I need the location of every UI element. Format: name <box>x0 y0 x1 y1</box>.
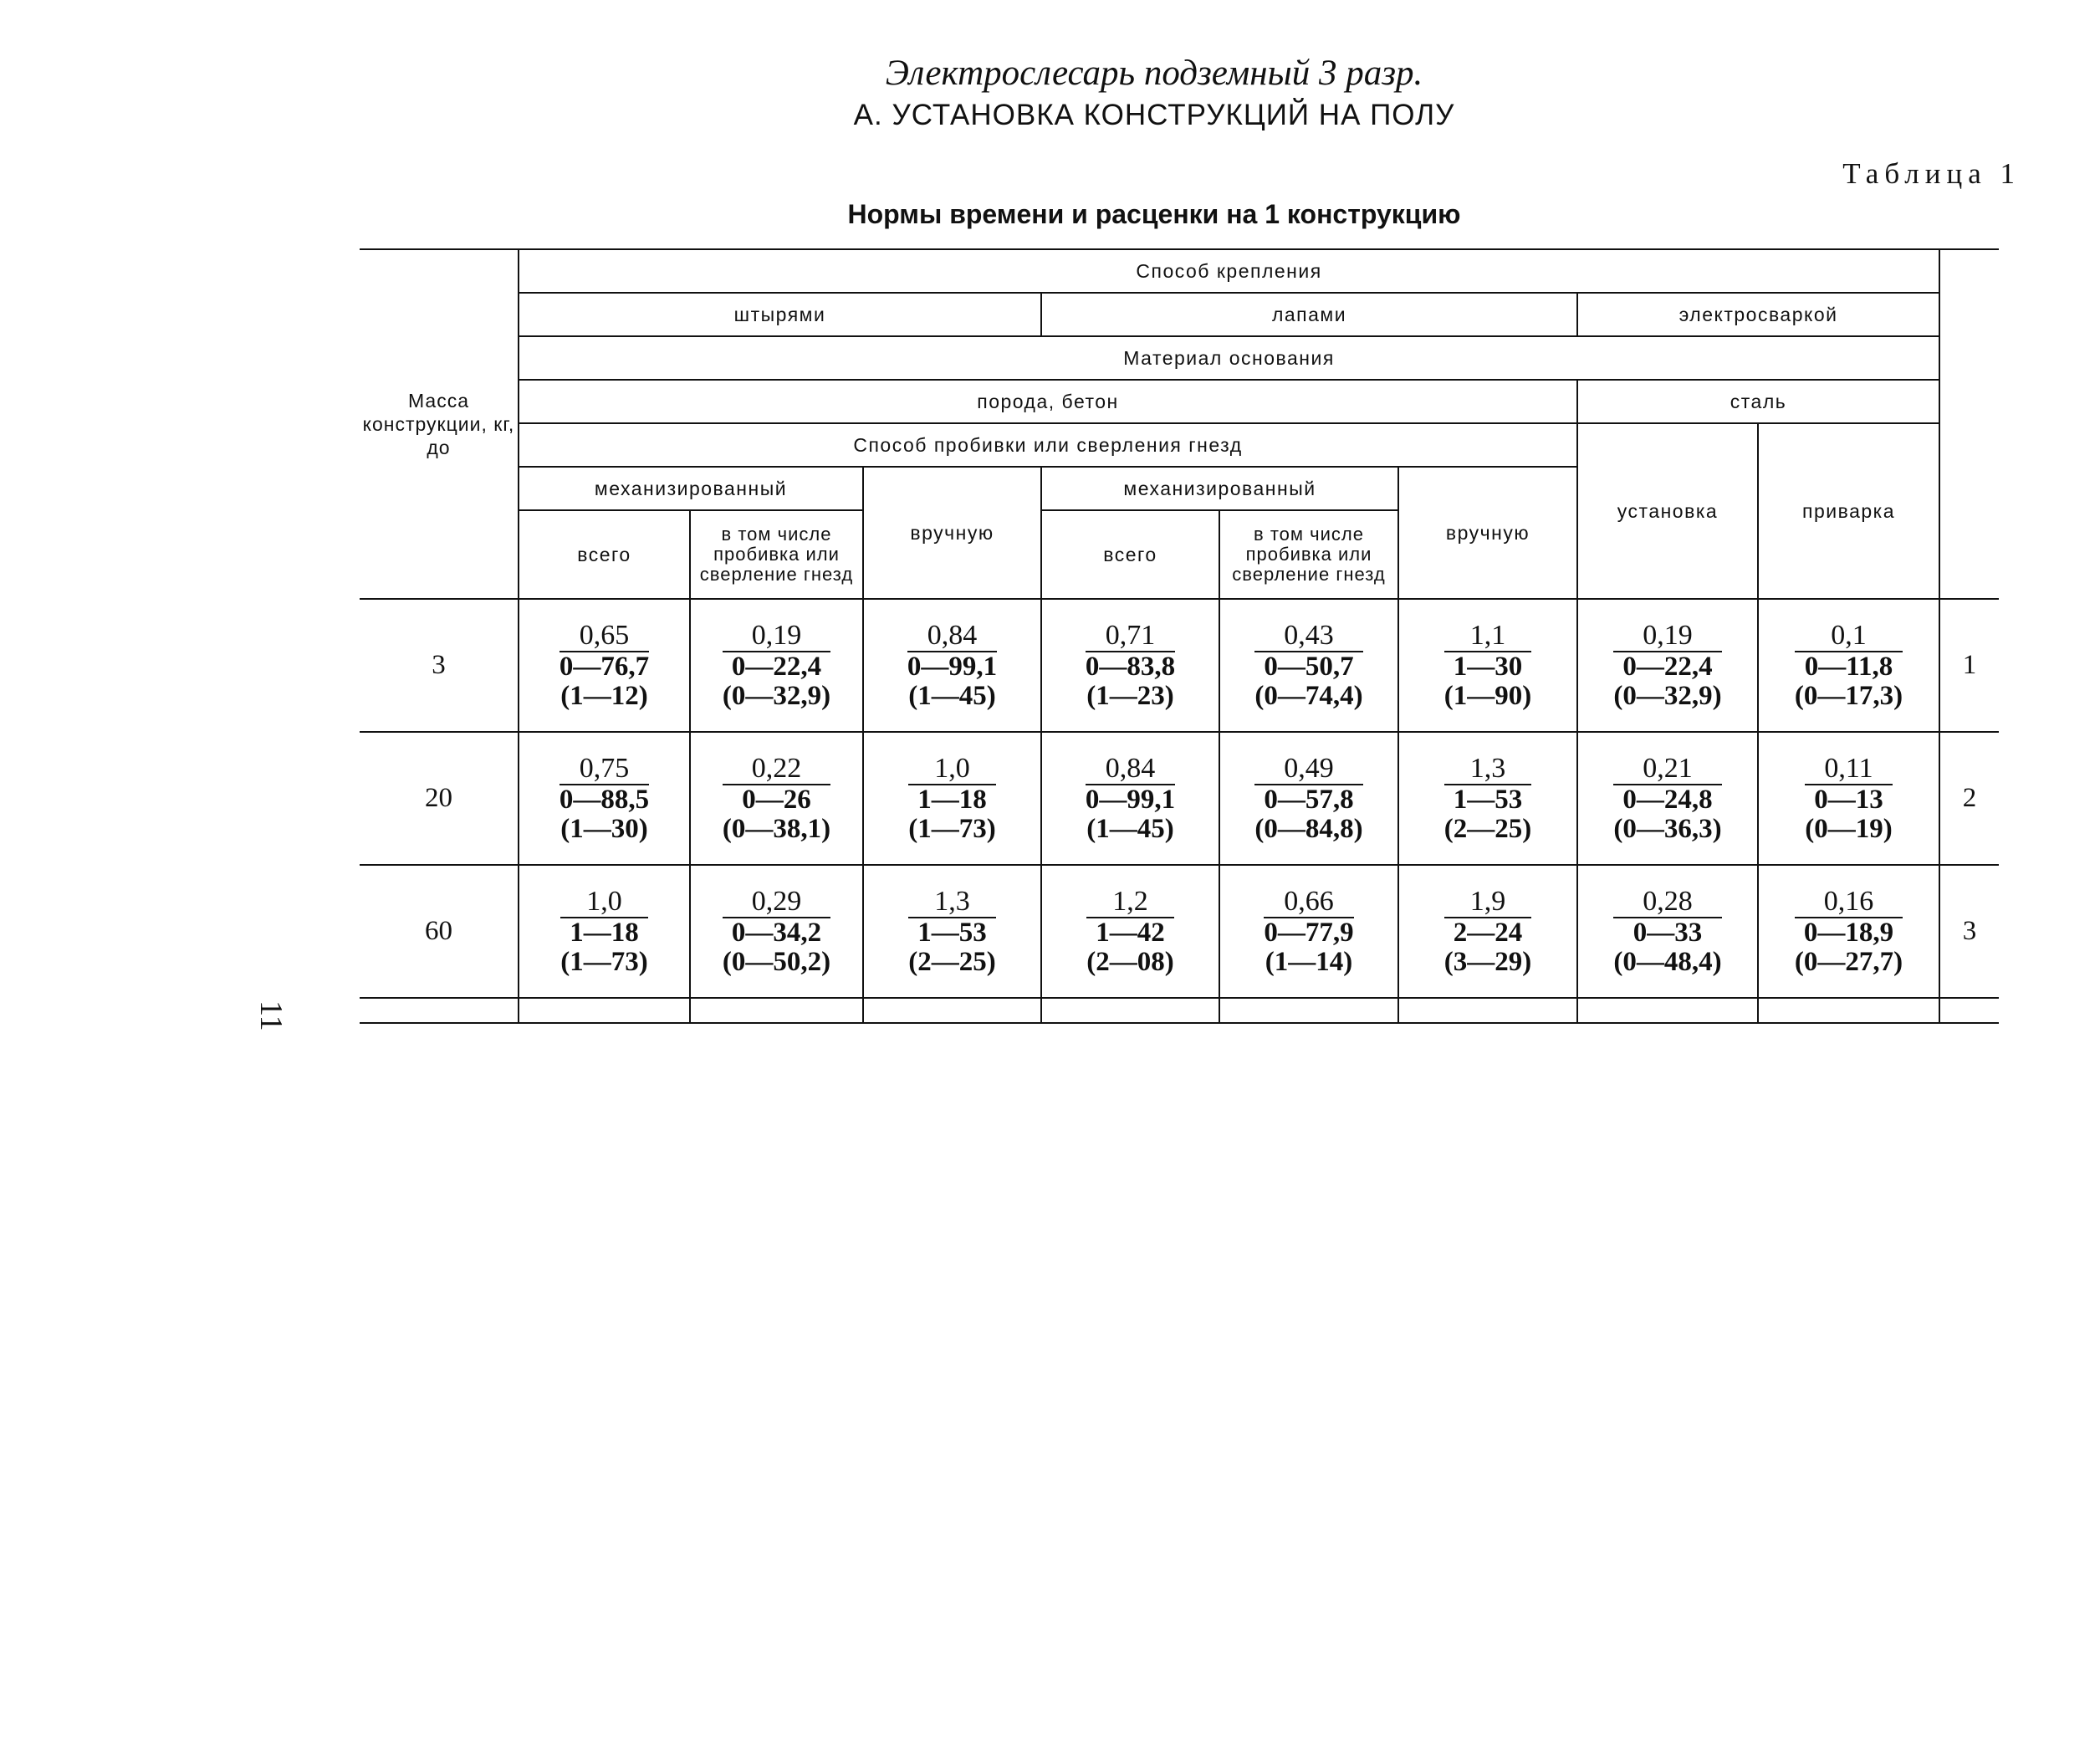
norm-fraction <box>559 754 649 844</box>
norm-fraction <box>1444 887 1531 977</box>
norm-cell <box>1577 865 1758 998</box>
paws-header: лапами <box>1041 293 1577 336</box>
rate-value-alt: (0—32,9) <box>1613 680 1722 711</box>
norm-cell <box>1041 865 1219 998</box>
section-title: А. УСТАНОВКА КОНСТРУКЦИЙ НА ПОЛУ <box>853 99 1455 131</box>
norm-fraction <box>1254 621 1362 711</box>
time-norm: 0,22 <box>751 752 802 784</box>
installation-header: установка <box>1577 423 1758 599</box>
rate-value-alt: (1—73) <box>908 813 996 844</box>
continuation-cell <box>690 998 863 1023</box>
rate-value-alt: (0—19) <box>1805 813 1893 844</box>
table-row <box>360 732 1999 865</box>
norm-fraction <box>560 887 647 977</box>
norm-cell <box>1219 865 1398 998</box>
rate-value: 0—22,4 <box>1622 651 1713 682</box>
rate-value-alt: (0—74,4) <box>1254 680 1363 711</box>
norm-fraction <box>908 754 995 844</box>
norm-cell <box>519 865 690 998</box>
time-norm: 1,3 <box>1469 752 1506 784</box>
row-number-header <box>1939 249 1999 599</box>
norm-cell <box>1577 732 1758 865</box>
table-row <box>360 865 1999 998</box>
time-norm: 1,2 <box>1112 885 1148 917</box>
rate-value: 0—88,5 <box>559 784 650 815</box>
rate-value: 0—11,8 <box>1804 651 1893 682</box>
norm-fraction <box>1444 754 1531 844</box>
time-norm: 0,19 <box>751 619 802 651</box>
rate-value: 1—42 <box>1096 917 1165 948</box>
norm-cell <box>1577 599 1758 732</box>
norm-fraction <box>723 887 830 977</box>
continuation-cell <box>1758 998 1939 1023</box>
table-body <box>360 599 1999 1023</box>
time-norm: 0,71 <box>1105 619 1156 651</box>
continuation-cell <box>1577 998 1758 1023</box>
rate-value: 0—77,9 <box>1264 917 1354 948</box>
rate-value-alt: (3—29) <box>1443 946 1532 977</box>
rate-value: 0—22,4 <box>731 651 822 682</box>
rate-value: 0—33 <box>1632 917 1703 948</box>
incl-drilling-header-paws: в том числе пробивка или сверление гнезд <box>1219 510 1398 599</box>
time-norm: 0,21 <box>1643 752 1693 784</box>
rate-value-alt: (1—14) <box>1265 946 1353 977</box>
pins-header: штырями <box>519 293 1041 336</box>
rate-value-alt: (0—38,1) <box>722 813 831 844</box>
total-header-pins: всего <box>519 510 690 599</box>
rate-value-alt: (1—90) <box>1443 680 1532 711</box>
norm-fraction <box>723 754 830 844</box>
norm-cell <box>690 865 863 998</box>
rate-value: 1—18 <box>570 917 639 948</box>
time-norm: 0,43 <box>1284 619 1334 651</box>
time-norm: 1,3 <box>934 885 970 917</box>
time-norm: 0,65 <box>579 619 630 651</box>
time-norm: 0,66 <box>1284 885 1334 917</box>
time-norm: 0,1 <box>1831 619 1867 651</box>
rate-value-alt: (2—08) <box>1086 946 1174 977</box>
mechanized-header-pins: механизированный <box>519 467 863 510</box>
norm-cell <box>863 599 1041 732</box>
row-number: 2 <box>1939 732 1999 865</box>
time-norm: 0,19 <box>1643 619 1693 651</box>
welding-header: электросваркой <box>1577 293 1939 336</box>
base-material-header: Материал основания <box>519 336 1939 380</box>
rate-value: 0—83,8 <box>1085 651 1176 682</box>
rate-value: 0—13 <box>1814 784 1883 815</box>
norm-cell <box>690 599 863 732</box>
norm-fraction <box>1795 887 1903 977</box>
norm-fraction <box>1613 621 1721 711</box>
rate-value-alt: (0—36,3) <box>1613 813 1722 844</box>
welding-on-header: приварка <box>1758 423 1939 599</box>
norm-cell <box>1041 732 1219 865</box>
norm-fraction <box>1264 887 1353 977</box>
continuation-cell <box>863 998 1041 1023</box>
rate-value-alt: (1—45) <box>908 680 996 711</box>
time-norm: 0,84 <box>927 619 978 651</box>
row-number: 1 <box>1939 599 1999 732</box>
manual-header-paws: вручную <box>1398 467 1577 599</box>
mass-header: Масса конструкции, кг, до <box>360 249 519 599</box>
rate-value: 0—18,9 <box>1803 917 1894 948</box>
norm-cell <box>1758 599 1939 732</box>
norm-cell <box>1398 732 1577 865</box>
drilling-method-header: Способ пробивки или сверления гнезд <box>519 423 1577 467</box>
rate-value: 1—30 <box>1453 651 1523 682</box>
rate-value-alt: (0—27,7) <box>1794 946 1903 977</box>
norm-cell <box>1758 865 1939 998</box>
time-norm: 0,28 <box>1643 885 1693 917</box>
row-number: 3 <box>1939 865 1999 998</box>
rate-value: 2—24 <box>1453 917 1523 948</box>
rate-value-alt: (0—84,8) <box>1254 813 1363 844</box>
rate-value-alt: (0—48,4) <box>1613 946 1722 977</box>
norm-cell <box>1219 599 1398 732</box>
mass-value: 60 <box>360 865 519 998</box>
time-norm: 1,9 <box>1469 885 1506 917</box>
norm-fraction <box>1613 754 1721 844</box>
time-norm: 0,75 <box>579 752 630 784</box>
norm-fraction <box>1795 621 1903 711</box>
time-norm: 0,49 <box>1284 752 1334 784</box>
mass-value: 20 <box>360 732 519 865</box>
rate-value-alt: (0—17,3) <box>1794 680 1903 711</box>
mechanized-header-paws: механизированный <box>1041 467 1398 510</box>
table-caption: Нормы времени и расценки на 1 конструкцию <box>847 199 1461 229</box>
norm-fraction <box>723 621 830 711</box>
norm-cell <box>1398 599 1577 732</box>
rate-value: 0—26 <box>742 784 811 815</box>
time-norm: 0,29 <box>751 885 802 917</box>
norm-fraction <box>559 621 649 711</box>
rate-value: 0—24,8 <box>1622 784 1713 815</box>
norm-cell <box>519 599 690 732</box>
rate-value-alt: (1—30) <box>560 813 648 844</box>
rate-value: 0—34,2 <box>731 917 822 948</box>
rate-value-alt: (1—73) <box>560 946 648 977</box>
continuation-cell <box>1939 998 1999 1023</box>
continuation-row <box>360 998 1999 1023</box>
continuation-cell <box>1041 998 1219 1023</box>
rate-value-alt: (1—45) <box>1086 813 1174 844</box>
rate-value: 1—53 <box>1453 784 1523 815</box>
rate-value: 0—50,7 <box>1264 651 1354 682</box>
incl-drilling-header-pins: в том числе пробивка или сверление гнезд <box>690 510 863 599</box>
time-norm: 1,1 <box>1469 619 1506 651</box>
time-norm: 0,16 <box>1823 885 1874 917</box>
rate-value-alt: (2—25) <box>908 946 996 977</box>
rate-value: 0—76,7 <box>559 651 650 682</box>
time-norm: 1,0 <box>934 752 970 784</box>
norm-fraction <box>1613 887 1721 977</box>
time-norm: 0,11 <box>1824 752 1873 784</box>
norm-cell <box>1398 865 1577 998</box>
rate-value: 1—18 <box>917 784 987 815</box>
rate-value: 1—53 <box>917 917 987 948</box>
page-number: 11 <box>253 1000 289 1031</box>
norm-cell <box>519 732 690 865</box>
rate-value-alt: (2—25) <box>1443 813 1532 844</box>
norm-fraction <box>1444 621 1531 711</box>
rate-value-alt: (0—32,9) <box>722 680 831 711</box>
rock-concrete-header: порода, бетон <box>519 380 1577 423</box>
rate-value: 0—99,1 <box>1085 784 1176 815</box>
time-norm: 0,84 <box>1105 752 1156 784</box>
norm-fraction <box>1086 754 1175 844</box>
norm-cell <box>1041 599 1219 732</box>
continuation-cell <box>1398 998 1577 1023</box>
norm-fraction <box>1254 754 1362 844</box>
table-number: Таблица 1 <box>1842 157 2021 190</box>
norm-cell <box>1219 732 1398 865</box>
norm-fraction <box>1805 754 1892 844</box>
rate-value-alt: (0—50,2) <box>722 946 831 977</box>
time-norm: 1,0 <box>586 885 622 917</box>
steel-header: сталь <box>1577 380 1939 423</box>
norm-cell <box>1758 732 1939 865</box>
norm-cell <box>690 732 863 865</box>
continuation-cell <box>1219 998 1398 1023</box>
norm-fraction <box>907 621 997 711</box>
rate-value-alt: (1—12) <box>560 680 648 711</box>
fastening-method-header: Способ крепления <box>519 249 1939 293</box>
rate-value: 0—57,8 <box>1264 784 1354 815</box>
continuation-cell <box>519 998 690 1023</box>
total-header-paws: всего <box>1041 510 1219 599</box>
rate-value-alt: (1—23) <box>1086 680 1174 711</box>
rate-value: 0—99,1 <box>907 651 998 682</box>
norms-table <box>360 248 1999 1024</box>
manual-header-pins: вручную <box>863 467 1041 599</box>
table-row <box>360 599 1999 732</box>
norm-cell <box>863 865 1041 998</box>
norm-fraction <box>1086 621 1175 711</box>
norm-fraction <box>908 887 995 977</box>
continuation-cell <box>360 998 519 1023</box>
mass-value: 3 <box>360 599 519 732</box>
profession-subtitle: Электрослесарь подземный 3 разр. <box>885 54 1423 93</box>
norm-fraction <box>1086 887 1173 977</box>
norm-cell <box>863 732 1041 865</box>
